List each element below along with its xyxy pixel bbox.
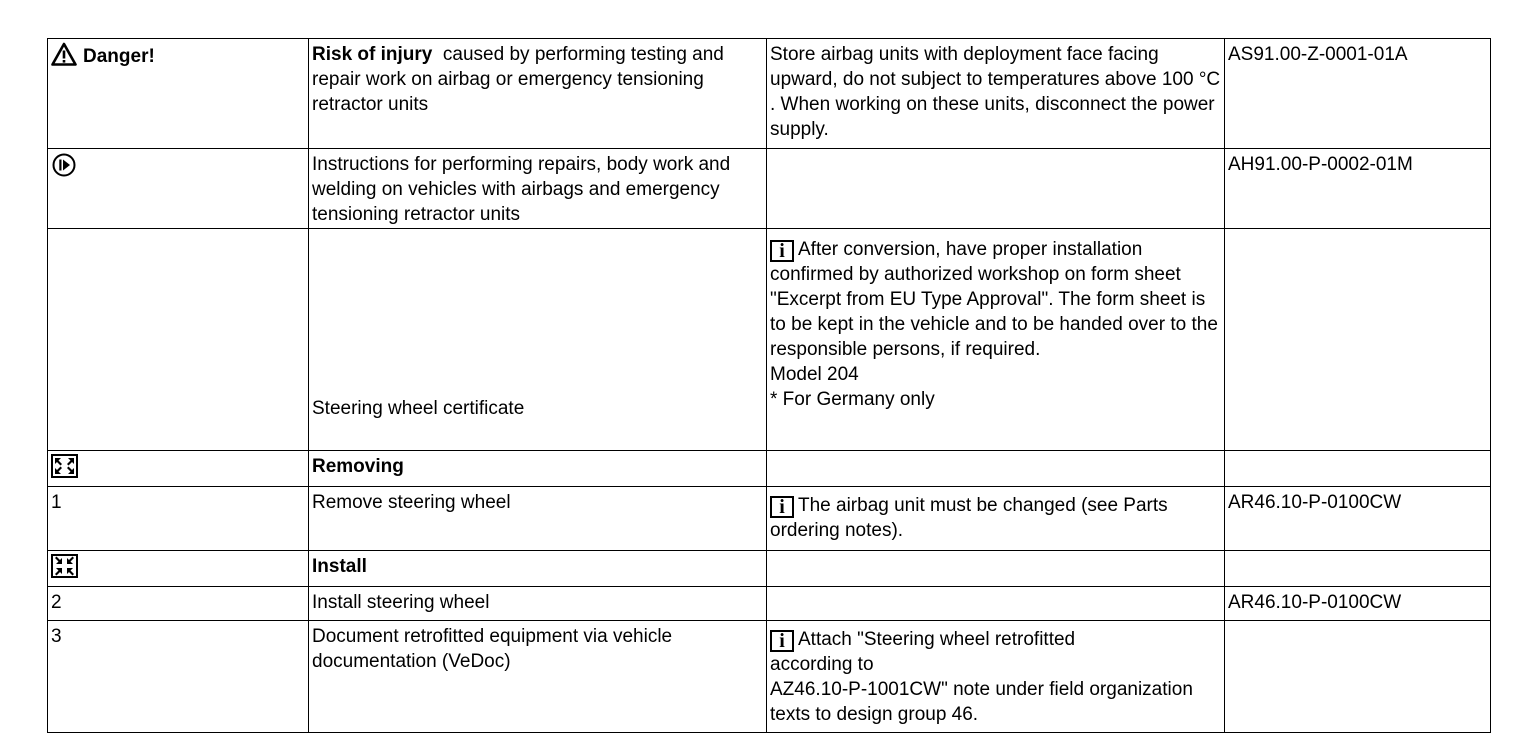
table-row <box>48 487 1491 551</box>
empty-cell <box>767 149 1225 229</box>
table-row <box>48 149 1491 229</box>
step-note-cell <box>767 621 1225 733</box>
step-note-cell <box>767 487 1225 551</box>
risk-text: caused by performing testing and repair work on airbag or emergency tensioning retractor units <box>312 44 724 115</box>
install-heading: Install <box>309 551 767 587</box>
certificate-note-cell <box>767 229 1225 451</box>
step-text: Install steering wheel <box>309 587 767 621</box>
doc-ref: AH91.00-P-0002-01M <box>1225 149 1491 229</box>
table-row <box>48 621 1491 733</box>
install-icon <box>51 554 78 585</box>
table-row <box>48 451 1491 487</box>
removing-icon <box>51 454 78 485</box>
doc-ref: AR46.10-P-0100CW <box>1225 587 1491 621</box>
step-number: 3 <box>48 621 309 733</box>
step-number: 2 <box>48 587 309 621</box>
info-text: Attach "Steering wheel retrofitted according to AZ46.10-P-1001CW" note under field organization texts to design group 46. <box>770 629 1193 725</box>
removing-heading: Removing <box>309 451 767 487</box>
empty-cell <box>1225 229 1491 451</box>
table-row <box>48 587 1491 621</box>
note-arrow-circle-icon <box>51 152 77 185</box>
doc-ref: AR46.10-P-0100CW <box>1225 487 1491 551</box>
empty-cell <box>1225 621 1491 733</box>
table-row <box>48 229 1491 451</box>
note-icon-cell <box>48 149 309 229</box>
danger-cell <box>48 39 309 149</box>
table-row <box>48 39 1491 149</box>
empty-cell <box>767 551 1225 587</box>
empty-cell <box>48 229 309 451</box>
step-text: Remove steering wheel <box>309 487 767 551</box>
info-icon: i <box>770 240 794 262</box>
empty-cell <box>1225 451 1491 487</box>
model-label: Model 204 <box>770 364 859 385</box>
info-icon: i <box>770 496 794 518</box>
risk-heading: Risk of injury <box>312 44 433 65</box>
risk-cell <box>309 39 767 149</box>
empty-cell <box>767 451 1225 487</box>
step-text: Document retrofitted equipment via vehicle documentation (VeDoc) <box>309 621 767 733</box>
warning-triangle-icon <box>51 42 77 73</box>
step-number: 1 <box>48 487 309 551</box>
germany-note: * For Germany only <box>770 389 935 410</box>
install-icon-cell <box>48 551 309 587</box>
storage-note-cell: Store airbag units with deployment face facing upward, do not subject to temperatures above 100 °C . When working on these units, disconnect the power supply. <box>767 39 1225 149</box>
empty-cell <box>1225 551 1491 587</box>
info-note <box>770 237 1221 362</box>
danger-label: Danger! <box>83 46 155 67</box>
empty-cell <box>767 587 1225 621</box>
info-text: After conversion, have proper installation confirmed by authorized workshop on form sheet "Excerpt from EU Type Approval". The form sheet is to be kept in the vehicle and to be handed over to the responsible persons, if required. <box>770 239 1218 360</box>
info-text: The airbag unit must be changed (see Parts ordering notes). <box>770 495 1168 541</box>
repair-instructions-table <box>47 38 1491 733</box>
instructions-cell: Instructions for performing repairs, body work and welding on vehicles with airbags and emergency tensioning retractor units <box>309 149 767 229</box>
info-icon: i <box>770 630 794 652</box>
table-row <box>48 551 1491 587</box>
certificate-cell <box>309 229 767 451</box>
doc-ref: AS91.00-Z-0001-01A <box>1225 39 1491 149</box>
certificate-label: Steering wheel certificate <box>312 398 525 419</box>
removing-icon-cell <box>48 451 309 487</box>
